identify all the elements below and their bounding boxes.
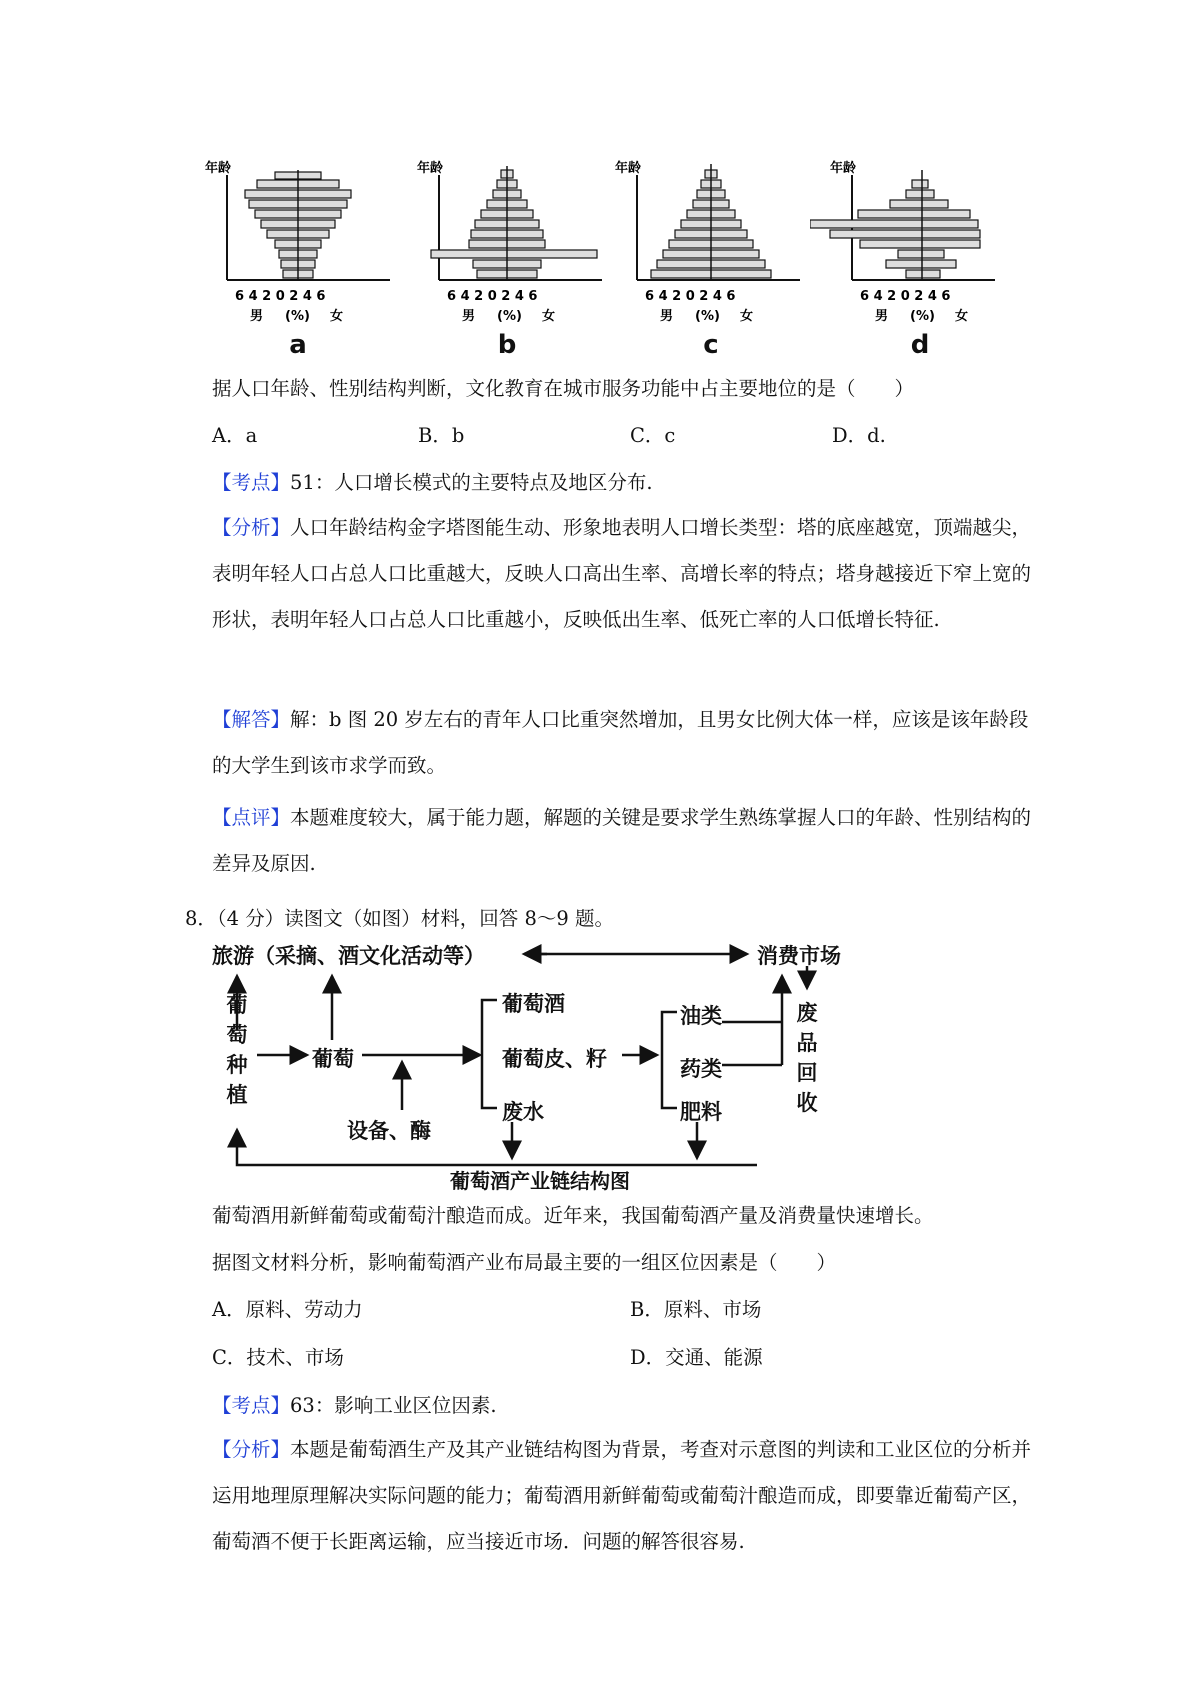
node-wine: 葡萄酒: [502, 992, 565, 1016]
pyramid-d-figure: [810, 160, 1000, 330]
node-tourism: 旅游（采摘、酒文化活动等）: [212, 944, 485, 968]
dianping-tag: 【点评】: [212, 806, 291, 829]
pyramid-c-figure: [615, 160, 805, 330]
node-market: 消费市场: [757, 944, 841, 968]
q7-option-a: A．a: [212, 424, 258, 447]
age-label: 年龄: [205, 161, 232, 176]
kaodian-tag: 【考点】: [212, 471, 291, 494]
x-ticks: 6 4 2 0 2 4 6: [235, 289, 326, 304]
x-ticks: 6 4 2 0 2 4 6: [860, 289, 951, 304]
q7-option-b: B．b: [418, 424, 465, 447]
female-label: 女: [330, 309, 344, 324]
q8-question: 据图文材料分析，影响葡萄酒产业布局最主要的一组区位因素是（ ）: [212, 1251, 837, 1274]
q7-kaodian: [212, 467, 653, 495]
q8-option-c: C．技术、市场: [212, 1346, 344, 1369]
jieda-text: 解：b 图 20 岁左右的青年人口比重突然增加，且男女比例大体一样，应该是该年龄段的大学生到该市求学而致。: [212, 708, 1029, 777]
age-label: 年龄: [615, 161, 642, 176]
node-recycling: 废品回收: [796, 1001, 818, 1115]
unit-label: (%): [285, 309, 310, 324]
q8-fenxi: [212, 1427, 1032, 1565]
kaodian-tag: 【考点】: [212, 1394, 291, 1417]
fenxi-tag: 【分析】: [212, 516, 291, 539]
q7-jieda: [212, 697, 1032, 789]
male-label: 男: [250, 309, 264, 324]
pyramid-letter-a: a: [289, 330, 307, 360]
q8-option-a: A．原料、劳动力: [212, 1298, 363, 1321]
pyramid-b: [417, 160, 607, 365]
node-fertilizer: 肥料: [680, 1100, 722, 1124]
q7-option-c: C．c: [630, 424, 676, 447]
node-oil: 油类: [680, 1004, 722, 1028]
q8-kaodian: [212, 1390, 497, 1418]
node-planting: 葡萄种植: [226, 993, 248, 1107]
q7-fenxi: [212, 505, 1032, 643]
q7-option-d: D．d.: [832, 424, 886, 447]
male-label: 男: [875, 309, 889, 324]
pyramid-c: [615, 160, 805, 365]
q7-dianping: [212, 795, 1032, 887]
wine-industry-chain-diagram: [212, 940, 862, 1190]
male-label: 男: [660, 309, 674, 324]
fenxi-text: 人口年龄结构金字塔图能生动、形象地表明人口增长类型：塔的底座越宽，顶端越尖，表明年轻人口占总人口比重越大，反映人口高出生率、高增长率的特点；塔身越接近下窄上宽的形状，表明年轻人口占总人口比重越小，反映低出生率、低死亡率的人口低增长特征.: [212, 516, 1032, 631]
population-pyramids: [205, 160, 1045, 365]
female-label: 女: [542, 309, 556, 324]
node-waste-water: 废水: [502, 1100, 544, 1124]
pyramid-a: [205, 160, 395, 365]
fenxi-text: 本题是葡萄酒生产及其产业链结构图为背景，考查对示意图的判读和工业区位的分析并运用地理原理解决实际问题的能力；葡萄酒用新鲜葡萄或葡萄汁酿造而成，即要靠近葡萄产区，葡萄酒不便于长距离运输，应当接近市场．问题的解答很容易.: [212, 1438, 1032, 1553]
node-grape: 葡萄: [312, 1047, 354, 1071]
female-label: 女: [740, 309, 754, 324]
x-ticks: 6 4 2 0 2 4 6: [645, 289, 736, 304]
q8-material: 葡萄酒用新鲜葡萄或葡萄汁酿造而成。近年来，我国葡萄酒产量及消费量快速增长。: [212, 1204, 934, 1227]
pyramid-a-figure: [205, 160, 395, 330]
pyramid-letter-d: d: [910, 330, 930, 360]
pyramid-letter-b: b: [497, 330, 517, 360]
age-label: 年龄: [830, 161, 857, 176]
male-label: 男: [462, 309, 476, 324]
diagram-caption: 葡萄酒产业链结构图: [450, 1169, 630, 1193]
kaodian-text: 63：影响工业区位因素.: [290, 1394, 497, 1417]
pyramid-d: [810, 160, 1000, 365]
jieda-tag: 【解答】: [212, 708, 291, 731]
unit-label: (%): [497, 309, 522, 324]
node-equipment: 设备、酶: [347, 1119, 431, 1143]
age-label: 年龄: [417, 161, 444, 176]
fenxi-tag: 【分析】: [212, 1438, 291, 1461]
node-skin-seed: 葡萄皮、籽: [502, 1047, 607, 1071]
q8-stem: 8．（4 分）读图文（如图）材料，回答 8～9 题。: [185, 907, 614, 930]
q7-question: 据人口年龄、性别结构判断，文化教育在城市服务功能中占主要地位的是（ ）: [212, 377, 915, 400]
pyramid-letter-c: c: [703, 330, 719, 360]
kaodian-text: 51：人口增长模式的主要特点及地区分布.: [290, 471, 653, 494]
q8-option-b: B．原料、市场: [630, 1298, 762, 1321]
unit-label: (%): [695, 309, 720, 324]
q8-option-d: D．交通、能源: [630, 1346, 763, 1369]
x-ticks: 6 4 2 0 2 4 6: [447, 289, 538, 304]
female-label: 女: [955, 309, 969, 324]
node-medicine: 药类: [680, 1057, 722, 1081]
dianping-text: 本题难度较大，属于能力题，解题的关键是要求学生熟练掌握人口的年龄、性别结构的差异及原因.: [212, 806, 1032, 875]
pyramid-b-figure: [417, 160, 607, 330]
unit-label: (%): [910, 309, 935, 324]
